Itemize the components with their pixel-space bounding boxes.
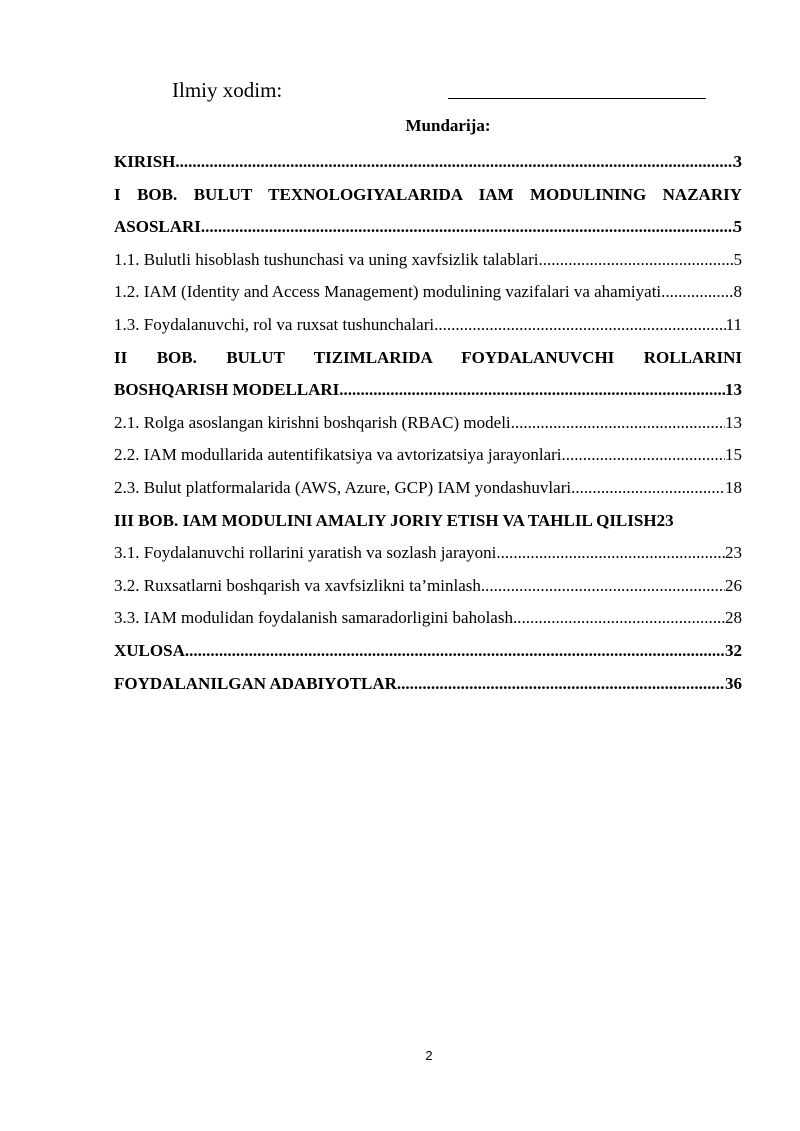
toc-entry-page: 13 (725, 412, 742, 432)
dot-leader (339, 374, 725, 407)
toc-entry-chapter-2[interactable] (114, 342, 742, 407)
signature-line (172, 78, 712, 108)
toc-entry-text: 1.1. Bulutli hisoblash tushunchasi va uning xavfsizlik talablari (114, 249, 539, 269)
toc-entry-page: 5 (733, 217, 742, 237)
toc-title: Mundarija: (405, 116, 491, 135)
toc-entry-kirish[interactable] (114, 146, 742, 179)
toc-entry-page: 23 (656, 510, 674, 530)
toc-entry-3-2[interactable] (114, 570, 742, 603)
toc-entry-3-3[interactable] (114, 602, 742, 635)
toc-entry-chapter-3[interactable] (114, 505, 742, 538)
toc-entry-text: III BOB. IAM MODULINI AMALIY JORIY ETISH VA TAHLIL QILISH (114, 510, 657, 530)
dot-leader (571, 472, 725, 505)
toc-entry-text: ASOSLARI (114, 217, 201, 237)
dot-leader (511, 407, 725, 440)
toc-entry-page: 32 (725, 640, 742, 660)
toc-entry-text: KIRISH (114, 152, 176, 171)
toc-entry-text: XULOSA (114, 640, 185, 660)
toc-entry-page: 8 (733, 282, 742, 302)
toc-entry-page: 18 (725, 477, 742, 497)
toc-entry-text-line1: II BOB. BULUT TIZIMLARIDA FOYDALANUVCHI ROLLARINI (114, 347, 742, 367)
toc-entry-page: 36 (725, 673, 742, 693)
toc-entry-text: BOSHQARISH MODELLARI (114, 380, 340, 400)
toc-entry-1-1[interactable] (114, 244, 742, 277)
toc-entry-page: 11 (725, 314, 742, 334)
signature-label: Ilmiy xodim: (172, 78, 283, 102)
toc-entry-text: FOYDALANILGAN ADABIYOTLAR (114, 673, 397, 693)
table-of-contents (114, 146, 742, 700)
signature-blank-line (448, 98, 706, 99)
toc-entry-1-3[interactable] (114, 309, 742, 342)
dot-leader (665, 276, 733, 309)
toc-entry-1-2[interactable] (114, 276, 742, 309)
toc-entry-text: 2.2. IAM modullarida autentifikatsiya va avtorizatsiya jarayonlari (114, 445, 562, 465)
toc-entry-3-1[interactable] (114, 537, 742, 570)
toc-entry-text: 3.1. Foydalanuvchi rollarini yaratish va sozlash jarayoni (114, 543, 497, 563)
toc-entry-xulosa[interactable] (114, 635, 742, 668)
dot-leader (481, 570, 725, 603)
page-number: 2 (425, 1048, 433, 1063)
toc-entry-page: 26 (725, 575, 742, 595)
toc-entry-text-line1: I BOB. BULUT TEXNOLOGIYALARIDA IAM MODULINING NAZARIY (114, 184, 742, 204)
dot-leader (562, 439, 725, 472)
dot-leader (175, 146, 733, 179)
toc-entry-page: 15 (725, 445, 742, 465)
dot-leader (201, 211, 734, 244)
dot-leader (496, 537, 725, 570)
dot-leader (185, 635, 725, 668)
toc-entry-page: 3 (733, 152, 742, 171)
toc-entry-page: 28 (725, 608, 742, 628)
toc-entry-text: 2.1. Rolga asoslangan kirishni boshqarish (RBAC) modeli (114, 412, 511, 432)
toc-entry-text: 1.3. Foydalanuvchi, rol va ruxsat tushunchalari (114, 314, 435, 334)
toc-entry-chapter-1[interactable] (114, 179, 742, 244)
toc-entry-text: 1.2. IAM (Identity and Access Management) modulining vazifalari va ahamiyati. (114, 282, 666, 302)
toc-entry-2-2[interactable] (114, 439, 742, 472)
toc-entry-page: 23 (725, 543, 742, 563)
toc-entry-page: 13 (725, 380, 742, 400)
toc-entry-2-1[interactable] (114, 407, 742, 440)
dot-leader (513, 602, 725, 635)
dot-leader (538, 244, 733, 277)
toc-entry-text: 2.3. Bulut platformalarida (AWS, Azure, GCP) IAM yondashuvlari (114, 477, 572, 497)
toc-entry-references[interactable] (114, 668, 742, 701)
toc-entry-text: 3.2. Ruxsatlarni boshqarish va xavfsizlikni ta’minlash (114, 575, 481, 595)
toc-entry-text: 3.3. IAM modulidan foydalanish samaradorligini baholash (114, 608, 513, 628)
toc-entry-page: 5 (733, 249, 742, 269)
toc-entry-2-3[interactable] (114, 472, 742, 505)
dot-leader (397, 668, 725, 701)
dot-leader (434, 309, 726, 342)
